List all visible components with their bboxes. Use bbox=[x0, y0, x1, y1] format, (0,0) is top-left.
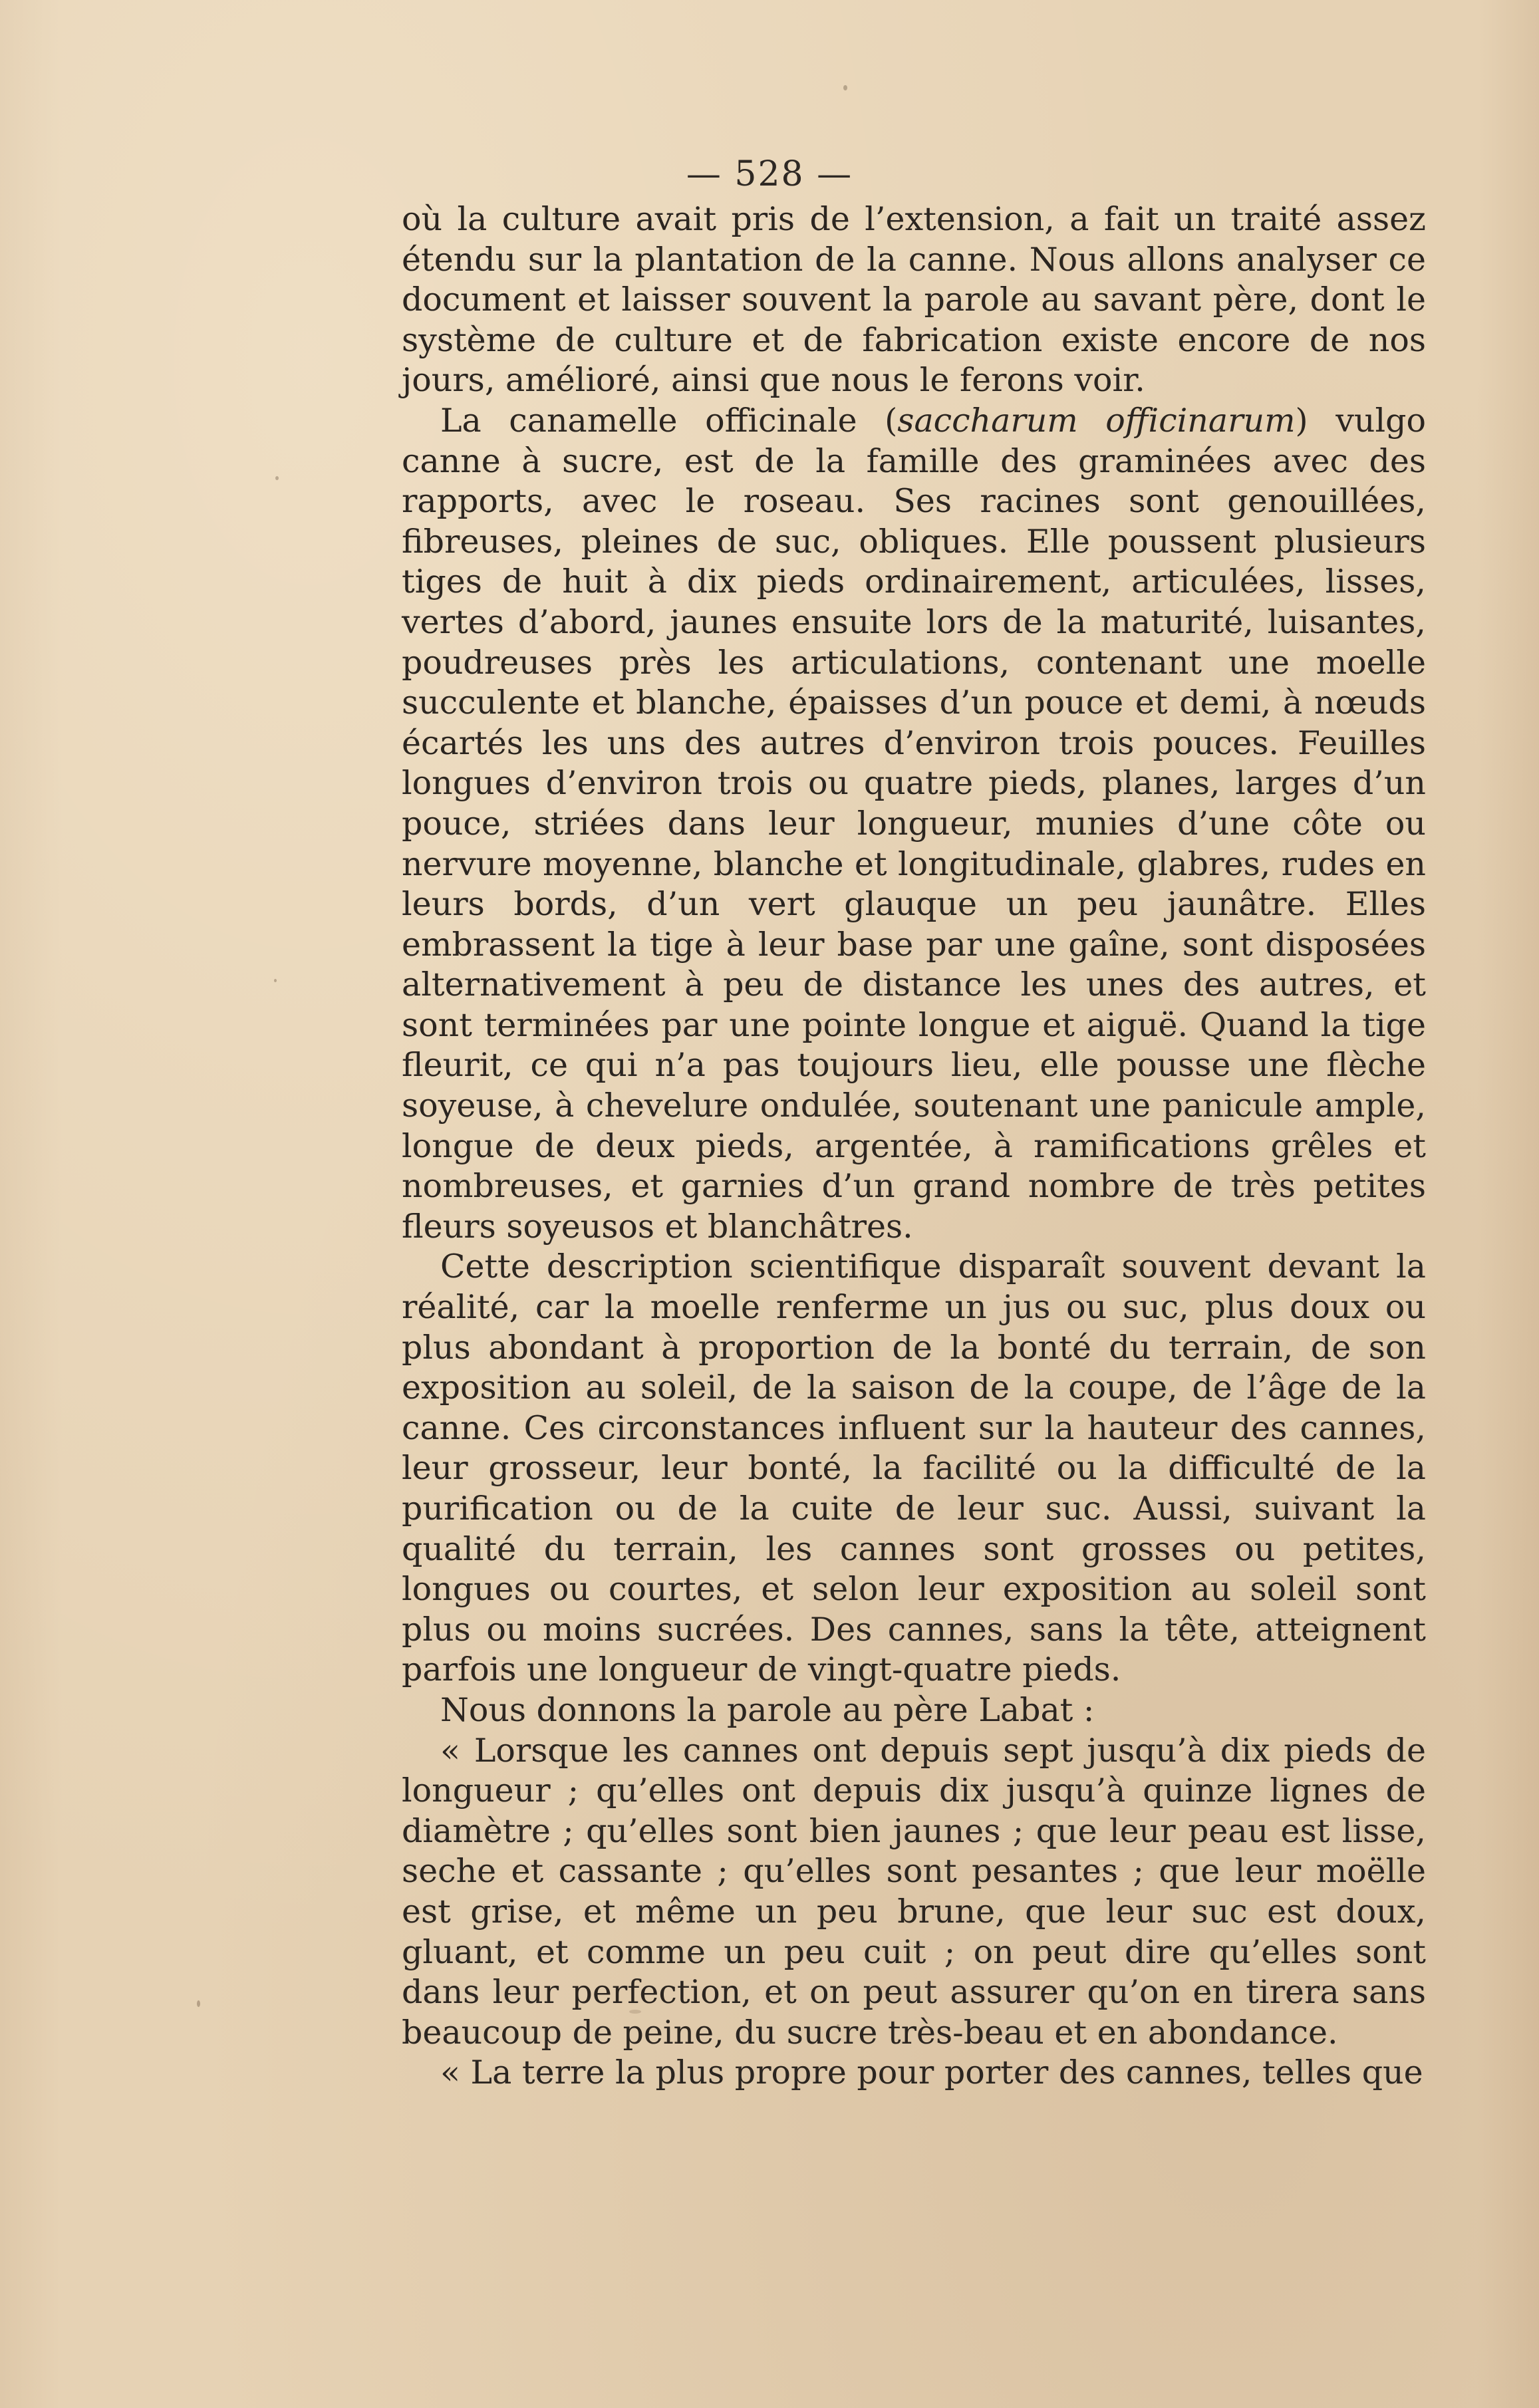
paragraph bbox=[402, 1690, 1426, 1731]
italic-text: saccharum officinarum bbox=[897, 401, 1296, 440]
text-run: « Lorsque les cannes ont depuis sept jusqu’à dix pieds de longueur ; qu’elles ont depuis dix jusqu’à quinze lignes de diamètre ; qu’elles sont bien jaunes ; que leur peau est lisse, seche et cassante ; qu’elles sont pesantes ; que leur moëlle est grise, et même un peu brune, que leur suc est doux, gluant, et comme un peu cuit ; on peut dire qu’elles sont dans leur perfection, et on peut assurer qu’on en tirera sans beaucoup de peine, du sucre très-beau et en abondance. bbox=[402, 1731, 1426, 2052]
text-run: La canamelle officinale ( bbox=[440, 401, 898, 440]
paragraph bbox=[402, 1247, 1426, 1690]
paper-speck bbox=[629, 2010, 641, 2014]
paragraph bbox=[402, 401, 1426, 1247]
paragraph bbox=[402, 1731, 1426, 2054]
paragraph bbox=[402, 200, 1426, 401]
paragraph bbox=[402, 2053, 1426, 2093]
text-run: ) vulgo canne à sucre, est de la famille des graminées avec des rapports, avec le roseau. Ses racines sont genouillées, fibreuses, pleines de suc, obliques. Elle poussent plusieurs tiges de huit à dix pieds ordinairement, articulées, lisses, vertes d’abord, jaunes ensuite lors de la maturité, luisantes, poudreuses près les articulations, contenant une moelle succulente et blanche, épaisses d’un pouce et demi, à nœuds écartés les uns des autres d’environ trois pouces. Feuilles longues d’environ trois ou quatre pieds, planes, larges d’un pouce, striées dans leur longueur, munies d’une côte ou nervure moyenne, blanche et longitudinale, glabres, rudes en leurs bords, d’un vert glauque un peu jaunâtre. Elles embrassent la tige à leur base par une gaîne, sont disposées alternativement à peu de distance les unes des autres, et sont terminées par une pointe longue et aiguë. Quand la tige fleurit, ce qui n’a pas toujours lieu, elle pousse une flèche soyeuse, à chevelure ondulée, soutenant une panicule ample, longue de deux pieds, argentée, à ramifications grêles et nombreuses, et garnies d’un grand nombre de très petites fleurs soyeusos et blanchâtres. bbox=[402, 401, 1426, 1246]
text-run: Nous donnons la parole au père Labat : bbox=[440, 1690, 1095, 1729]
paper-speck bbox=[837, 2024, 839, 2027]
text-run: Cette description scientifique disparaît souvent devant la réalité, car la moelle renferme un jus ou suc, plus doux ou plus abondant à proportion de la bonté du terrain, de son exposition au soleil, de la saison de la coupe, de l’âge de la canne. Ces circonstances influent sur la hauteur des cannes, leur grosseur, leur bonté, la facilité ou la difficulté de la purification ou de la cuite de leur suc. Aussi, suivant la qualité du terrain, les cannes sont grosses ou petites, longues ou courtes, et selon leur exposition au soleil sont plus ou moins sucrées. Des cannes, sans la tête, atteignent parfois une longueur de vingt-quatre pieds. bbox=[402, 1248, 1426, 1689]
text-run: où la culture avait pris de l’extension, a fait un traité assez étendu sur la plantation de la canne. Nous allons analyser ce document et laisser souvent la parole au savant père, dont le système de culture et de fabrication existe encore de nos jours, amélioré, ainsi que nous le ferons voir. bbox=[402, 200, 1426, 400]
paper-speck bbox=[275, 476, 279, 480]
paper-speck bbox=[197, 2000, 200, 2007]
text-run: « La terre la plus propre pour porter des cannes, telles que bbox=[440, 2054, 1423, 2092]
paper-speck bbox=[274, 979, 277, 982]
paper-speck bbox=[843, 85, 847, 90]
page-number: — 528 — bbox=[686, 154, 853, 194]
body-text bbox=[402, 200, 1426, 2093]
